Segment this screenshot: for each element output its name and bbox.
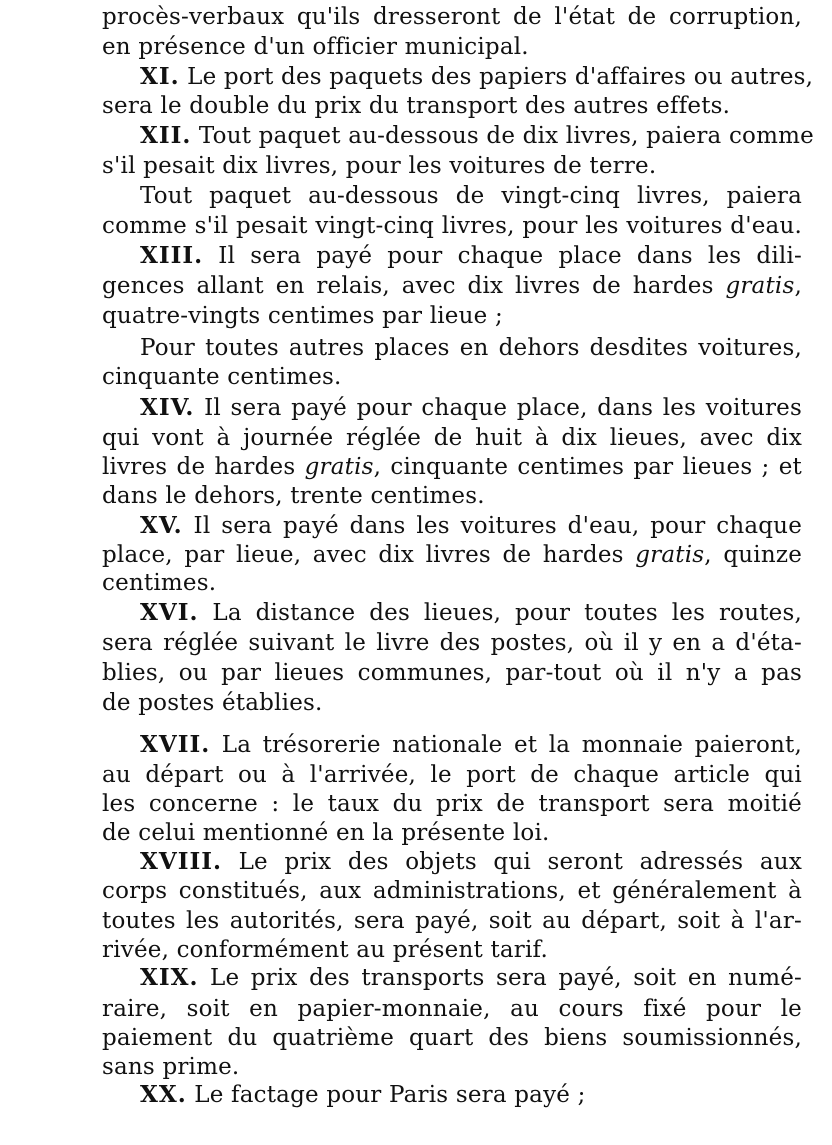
text-line <box>102 760 802 790</box>
text-segment: au départ ou à l'arrivée, le port de chaque article qui <box>102 762 802 788</box>
italic-term: gratis <box>725 273 795 299</box>
text-segment: Il sera payé pour chaque place, dans les voitures <box>194 395 802 421</box>
text-line <box>102 211 802 241</box>
text-segment: raire, soit en papier-monnaie, au cours fixé pour le <box>102 996 802 1022</box>
text-line <box>102 151 802 181</box>
text-segment: , quinze <box>704 542 802 568</box>
text-segment: de celui mentionné en la présente loi. <box>102 820 550 846</box>
text-segment: paiement du quatrième quart des biens soumissionnés, <box>102 1025 802 1051</box>
text-line <box>102 271 802 301</box>
text-segment: blies, ou par lieues communes, par-tout où il n'y a pas <box>102 660 802 686</box>
text-segment: Tout paquet au-dessous de dix livres, paiera comme <box>191 123 814 149</box>
text-segment: dans le dehors, trente centimes. <box>102 483 485 509</box>
text-segment: Le factage pour Paris sera payé ; <box>186 1082 586 1108</box>
text-segment: qui vont à journée réglée de huit à dix lieues, avec dix <box>102 425 802 451</box>
italic-term: gratis <box>635 542 705 568</box>
text-segment: procès-verbaux qu'ils dresseront de l'état de corruption, <box>102 4 802 30</box>
article-xv-line <box>140 511 802 541</box>
text-segment: Le prix des transports sera payé, soit en numé- <box>198 965 802 991</box>
article-number: XI. <box>140 63 180 90</box>
text-line <box>102 1052 802 1082</box>
article-number: XIV. <box>140 394 195 421</box>
text-line <box>102 2 802 32</box>
text-segment: corps constitués, aux administrations, et généralement à <box>102 878 802 904</box>
article-number: XVII. <box>140 731 211 758</box>
article-number: XIX. <box>140 964 199 991</box>
text-segment: centimes. <box>102 570 217 596</box>
text-line <box>102 540 802 570</box>
text-segment: comme s'il pesait vingt-cinq livres, pour les voitures d'eau. <box>102 213 802 239</box>
article-xvi-line <box>140 598 802 628</box>
text-line <box>102 423 802 453</box>
text-segment: Tout paquet au-dessous de vingt-cinq livres, paiera <box>140 183 802 209</box>
text-segment: en présence d'un officier municipal. <box>102 34 529 60</box>
text-segment: Le port des paquets des papiers d'affaires ou autres, <box>179 64 814 90</box>
text-segment: rivée, conformément au présent tarif. <box>102 937 548 963</box>
article-xi-line <box>140 62 814 92</box>
text-line <box>140 181 802 211</box>
article-number: XVI. <box>140 599 199 626</box>
italic-term: gratis <box>304 454 374 480</box>
article-xvii-line <box>140 730 802 760</box>
text-segment: place, par lieue, avec dix livres de hardes <box>102 542 636 568</box>
article-xiii-line <box>140 241 802 271</box>
text-line <box>102 935 802 965</box>
text-line <box>102 1023 802 1053</box>
text-segment: toutes les autorités, sera payé, soit au départ, soit à l'ar- <box>102 908 802 934</box>
text-line <box>102 876 802 906</box>
text-segment: cinquante centimes. <box>102 364 342 390</box>
article-xviii-line <box>140 847 802 877</box>
text-line <box>102 994 802 1024</box>
article-number: XVIII. <box>140 848 222 875</box>
text-segment: , <box>794 273 802 299</box>
article-number: XII. <box>140 122 192 149</box>
text-segment: Il sera payé pour chaque place dans les dili- <box>203 243 802 269</box>
article-xiv-line <box>140 393 802 423</box>
text-segment: La trésorerie nationale et la monnaie paieront, <box>210 732 802 758</box>
text-segment: sera réglée suivant le livre des postes, où il y en a d'éta- <box>102 630 802 656</box>
text-segment: de postes établies. <box>102 690 323 716</box>
text-segment: , cinquante centimes par lieues ; et <box>373 454 802 480</box>
text-line <box>102 452 802 482</box>
text-segment: sans prime. <box>102 1054 240 1080</box>
article-xix-line <box>140 963 802 993</box>
text-line <box>102 91 802 121</box>
text-line <box>140 333 802 363</box>
text-segment: sera le double du prix du transport des autres effets. <box>102 93 731 119</box>
text-segment: quatre-vingts centimes par lieue ; <box>102 303 503 329</box>
text-segment: Pour toutes autres places en dehors desdites voitures, <box>140 335 802 361</box>
text-segment: La distance des lieues, pour toutes les routes, <box>198 600 802 626</box>
text-line <box>102 818 802 848</box>
text-line <box>102 906 802 936</box>
article-number: XX. <box>140 1081 187 1108</box>
article-xx-line <box>140 1080 802 1110</box>
text-line <box>102 688 802 718</box>
text-segment: les concerne : le taux du prix de transport sera moitié <box>102 791 802 817</box>
text-segment: livres de hardes <box>102 454 305 480</box>
article-xii-line <box>140 121 814 151</box>
text-line <box>102 481 802 511</box>
text-segment: gences allant en relais, avec dix livres de hardes <box>102 273 726 299</box>
text-line <box>102 32 802 62</box>
text-segment: Il sera payé dans les voitures d'eau, pour chaque <box>182 513 802 539</box>
article-number: XV. <box>140 512 183 539</box>
text-segment: Le prix des objets qui seront adressés aux <box>221 849 802 875</box>
article-number: XIII. <box>140 242 204 269</box>
text-line <box>102 568 802 598</box>
text-line <box>102 658 802 688</box>
text-line <box>102 628 802 658</box>
text-segment: s'il pesait dix livres, pour les voitures de terre. <box>102 153 657 179</box>
text-line <box>102 362 802 392</box>
text-line <box>102 301 802 331</box>
text-line <box>102 789 802 819</box>
